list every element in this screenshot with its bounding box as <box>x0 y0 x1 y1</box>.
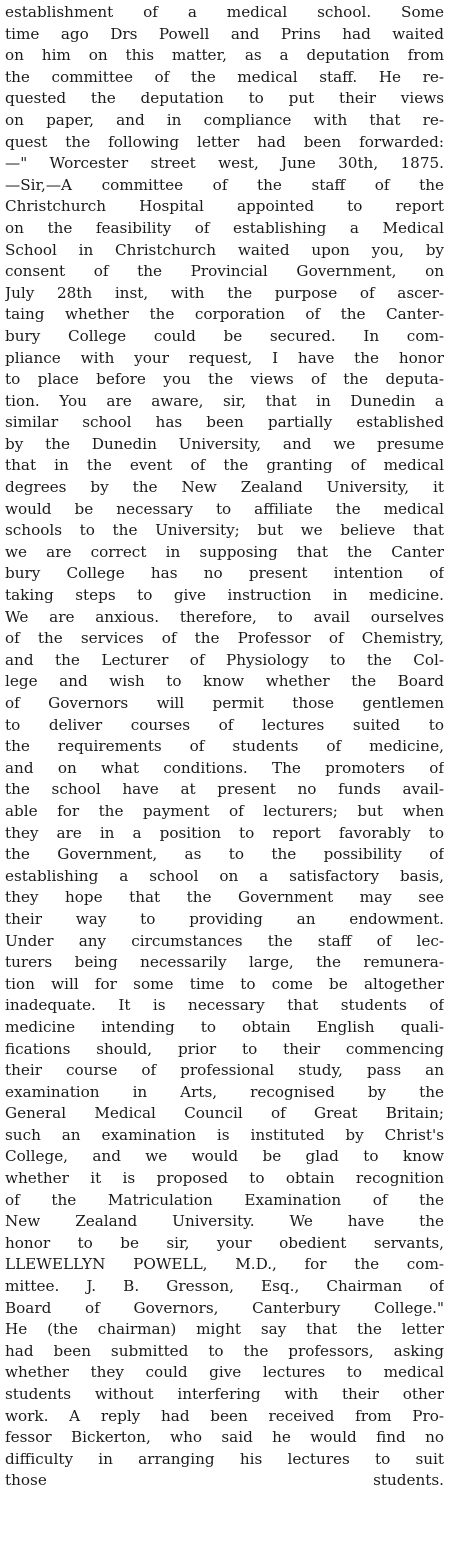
text-line: they hope that the Government may see <box>5 888 444 907</box>
text-line: their course of professional study, pass an <box>5 1061 444 1080</box>
text-line: General Medical Council of Great Britain; <box>5 1104 444 1123</box>
text-line: the requirements of students of medicine, <box>5 737 444 756</box>
text-line: to deliver courses of lectures suited to <box>5 715 444 734</box>
text-line: fessor Bickerton, who said he would find no <box>5 1428 444 1447</box>
text-line: Christchurch Hospital appointed to report <box>5 197 444 216</box>
text-line: that in the event of the granting of medical <box>5 456 444 475</box>
text-line: on the feasibility of establishing a Medical <box>5 218 444 237</box>
text-line: whether it is proposed to obtain recognition <box>5 1169 444 1188</box>
text-line: would be necessary to affiliate the medical <box>5 499 444 518</box>
text-line: able for the payment of lecturers; but when <box>5 801 444 820</box>
text-line: similar school has been partially established <box>5 413 444 432</box>
text-line: —Sir,—A committee of the staff of the <box>5 175 444 194</box>
text-line: and the Lecturer of Physiology to the Col- <box>5 650 444 669</box>
text-line: turers being necessarily large, the remunera- <box>5 953 444 972</box>
text-line: tion. You are aware, sir, that in Dunedin a <box>5 391 444 410</box>
text-line: fications should, prior to their commencing <box>5 1039 444 1058</box>
text-line: difficulty in arranging his lectures to suit <box>5 1449 444 1468</box>
text-line: they are in a position to report favorably to <box>5 823 444 842</box>
text-line: July 28th inst, with the purpose of ascer- <box>5 283 444 302</box>
text-line: quest the following letter had been forwarded: <box>5 132 444 151</box>
text-line: He (the chairman) might say that the letter <box>5 1320 444 1339</box>
text-line: of the services of the Professor of Chemistry, <box>5 629 444 648</box>
text-line: such an examination is instituted by Christ's <box>5 1125 444 1144</box>
text-line: we are correct in supposing that the Canter <box>5 542 444 561</box>
text-line: Under any circumstances the staff of lec- <box>5 931 444 950</box>
text-line: and on what conditions. The promoters of <box>5 758 444 777</box>
text-line: bury College has no present intention of <box>5 564 444 583</box>
text-line: establishing a school on a satisfactory basis, <box>5 866 444 885</box>
text-line: time ago Drs Powell and Prins had waited <box>5 24 444 43</box>
text-line: of Governors will permit those gentlemen <box>5 694 444 712</box>
text-line: had been submitted to the professors, asking <box>5 1341 444 1360</box>
text-line: College, and we would be glad to know <box>5 1147 444 1166</box>
text-line: pliance with your request, I have the honor <box>5 348 444 367</box>
text-line: tion will for some time to come be altogether <box>5 974 444 993</box>
text-line: We are anxious. therefore, to avail ourselves <box>5 607 444 626</box>
text-line: Board of Governors, Canterbury College." <box>5 1298 444 1317</box>
text-line: their way to providing an endowment. <box>5 909 444 928</box>
text-line: those students. <box>5 1471 444 1490</box>
text-line: —" Worcester street west, June 30th, 1875. <box>5 154 444 173</box>
text-line: honor to be sir, your obedient servants, <box>5 1233 444 1252</box>
text-line: work. A reply had been received from Pro- <box>5 1406 444 1425</box>
text-line: the school have at present no funds avail- <box>5 780 444 799</box>
text-line: examination in Arts, recognised by the <box>5 1082 444 1101</box>
text-line: School in Christchurch waited upon you, by <box>5 240 444 259</box>
text-line: inadequate. It is necessary that students of <box>5 996 444 1015</box>
text-line: degrees by the New Zealand University, it <box>5 478 444 497</box>
text-line: mittee. J. B. Gresson, Esq., Chairman of <box>5 1277 444 1296</box>
text-line: to place before you the views of the deputa- <box>5 370 444 389</box>
text-line: taking steps to give instruction in medicine. <box>5 586 444 605</box>
text-line: whether they could give lectures to medical <box>5 1363 444 1382</box>
text-line: lege and wish to know whether the Board <box>5 672 444 691</box>
text-line <box>5 1492 444 1514</box>
text-line: the Government, as to the possibility of <box>5 845 444 864</box>
text-line: medicine intending to obtain English quali- <box>5 1017 444 1036</box>
text-line: bury College could be secured. In com- <box>5 326 444 345</box>
text-line: establishment of a medical school. Some <box>5 3 444 21</box>
text-line: the committee of the medical staff. He re- <box>5 67 444 86</box>
text-line: by the Dunedin University, and we presume <box>5 434 444 453</box>
text-line: taing whether the corporation of the Canter- <box>5 305 444 324</box>
text-line: LLEWELLYN POWELL, M.D., for the com- <box>5 1255 444 1274</box>
text-line: on him on this matter, as a deputation from <box>5 46 444 65</box>
text-line: consent of the Provincial Government, on <box>5 262 444 281</box>
text-line: New Zealand University. We have the <box>5 1212 444 1231</box>
text-line: of the Matriculation Examination of the <box>5 1190 444 1209</box>
text-line: schools to the University; but we believe that <box>5 521 444 540</box>
text-line: students without interfering with their other <box>5 1385 444 1403</box>
text-line: quested the deputation to put their views <box>5 89 444 108</box>
text-line: on paper, and in compliance with that re- <box>5 110 444 129</box>
